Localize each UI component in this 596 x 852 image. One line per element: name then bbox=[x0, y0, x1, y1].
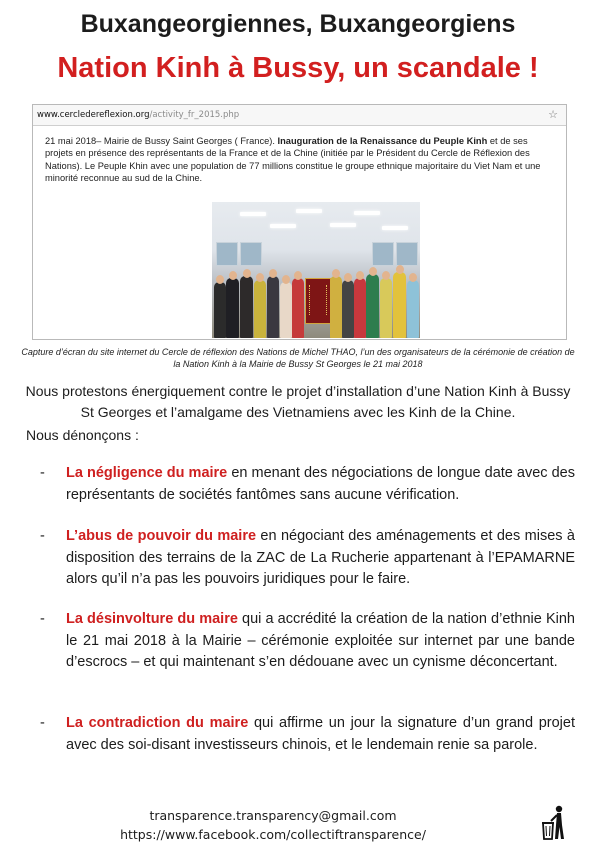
list-item-text bbox=[66, 526, 575, 591]
list-item-title: La désinvolture du maire bbox=[66, 611, 238, 627]
list-item-text bbox=[66, 609, 575, 674]
contact-email[interactable]: transparence.transparency@gmail.com bbox=[149, 808, 397, 823]
star-icon: ☆ bbox=[548, 108, 558, 121]
list-item bbox=[42, 713, 575, 756]
list-item-text bbox=[66, 463, 575, 506]
website-screenshot bbox=[32, 104, 567, 340]
denounce-label: Nous dénonçons : bbox=[26, 427, 139, 443]
list-item bbox=[42, 526, 575, 591]
article-text-part1: 21 mai 2018– Mairie de Bussy Saint Georges ( France). bbox=[45, 136, 278, 146]
address-bar bbox=[33, 105, 566, 126]
list-dash: - bbox=[40, 465, 45, 481]
list-item bbox=[42, 609, 575, 674]
list-item-body: qui affirme un jour la signature d’un grand projet avec des soi-disant investisseurs chinois, et le lendemain renie sa parole. bbox=[66, 715, 575, 753]
list-dash: - bbox=[40, 715, 45, 731]
heading-audience: Buxangeorgiennes, Buxangeorgiens bbox=[80, 10, 516, 38]
screenshot-caption: Capture d’écran du site internet du Cercle de réflexion des Nations de Michel THAO, l’un des organisateurs de la cérémonie de création de la Nation Kinh à la Mairie de Bussy St Georges le 21 mai 2018 bbox=[21, 347, 575, 369]
list-dash: - bbox=[40, 611, 45, 627]
url-domain: www.cercledereflexion.org bbox=[37, 110, 150, 120]
list-item bbox=[42, 463, 575, 506]
article-text-part2: et de ses projets en présence des représentants de la France et de la Chine (initiée par le Président du Cercle de Réflexion des Nations). Le Peuple Khin avec une population de 77 millions constitue le groupe ethnique majoritaire du Viet Nam et une minorité reconnue au sud de la Chine. bbox=[45, 136, 541, 184]
url-path: /activity_fr_2015.php bbox=[149, 110, 240, 120]
article-text-bold: Inauguration de la Renaissance du Peuple Kinh bbox=[277, 136, 488, 146]
list-item-title: La contradiction du maire bbox=[66, 715, 249, 731]
list-item-body: en menant des négociations de longue date avec des représentants de sociétés fantômes sans aucune vérification. bbox=[66, 465, 575, 503]
list-item-text bbox=[66, 713, 575, 756]
list-dash: - bbox=[40, 528, 45, 544]
ceremony-photo bbox=[212, 202, 420, 338]
facebook-link[interactable]: https://www.facebook.com/collectiftransparence/ bbox=[120, 827, 426, 842]
list-item-body: en négociant des aménagements et des mises à disposition des terrains de la ZAC de La Rucherie appartenant à l’EPAMARNE alors qu’il n’a pas les pouvoirs juridiques pour le faire. bbox=[66, 528, 575, 587]
intro-paragraph: Nous protestons énergiquement contre le projet d’installation d’une Nation Kinh à Bussy St Georges et l’amalgame des Vietnamiens avec les Kinh de la Chine. bbox=[25, 383, 571, 420]
heading-main-title: Nation Kinh à Bussy, un scandale ! bbox=[57, 52, 539, 84]
list-item-body: qui a accrédité la création de la nation d’ethnie Kinh le 21 mai 2018 à la Mairie – cérémonie exploitée sur internet par une bande d’escrocs – et qui maintenant s’en dédouane avec un cynisme déconcertant. bbox=[66, 611, 575, 670]
list-item-title: L’abus de pouvoir du maire bbox=[66, 528, 257, 544]
list-item-title: La négligence du maire bbox=[66, 465, 228, 481]
screenshot-article-text bbox=[45, 135, 555, 185]
recycle-bin-icon bbox=[540, 805, 568, 843]
